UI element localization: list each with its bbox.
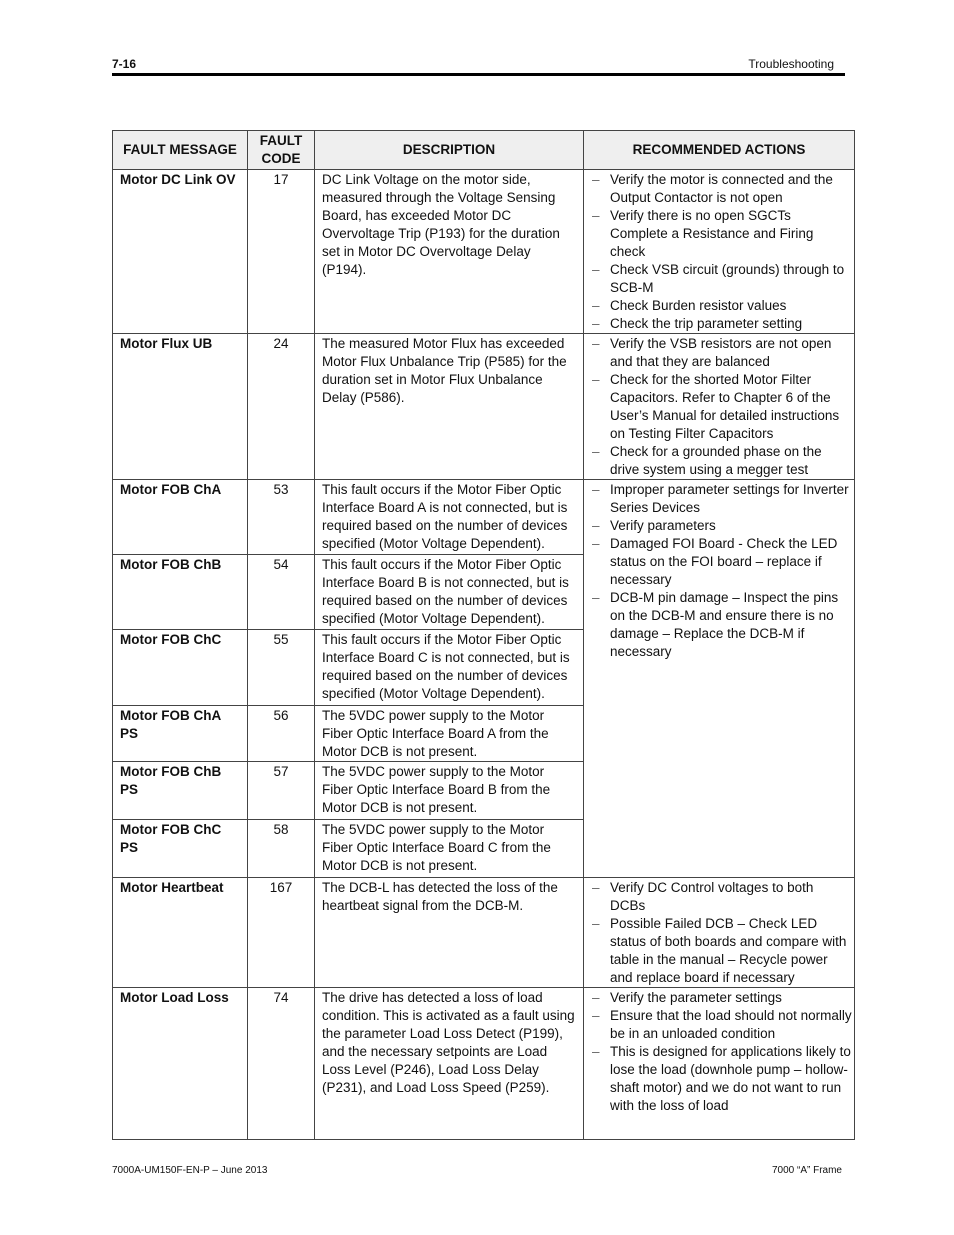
- action-item: – Possible Failed DCB – Check LED status of both boards and compare with table in the manual – Recycle power and replace board if necessary: [588, 915, 852, 987]
- action-item: – Verify DC Control voltages to both DCBs: [588, 879, 852, 915]
- header-rule: [112, 73, 845, 76]
- recommended-actions: [584, 480, 855, 878]
- fault-message: Motor DC Link OV: [113, 170, 248, 334]
- page-number: 7-16: [112, 57, 137, 71]
- fault-message: Motor FOB ChC PS: [113, 820, 248, 878]
- fault-code: 54: [248, 555, 315, 630]
- fault-code: 53: [248, 480, 315, 555]
- recommended-actions: [584, 334, 855, 480]
- fault-code: 57: [248, 762, 315, 820]
- fault-description: This fault occurs if the Motor Fiber Optic Interface Board A is not connected, but is required based on the number of devices specified (Motor Voltage Dependent).: [315, 480, 584, 555]
- fault-table: [112, 130, 855, 1140]
- action-item: – Verify parameters: [588, 517, 852, 535]
- fault-description: The 5VDC power supply to the Motor Fiber Optic Interface Board B from the Motor DCB is not present.: [315, 762, 584, 820]
- column-header-fault-code: FAULT CODE: [248, 131, 315, 170]
- fault-message: Motor FOB ChA PS: [113, 706, 248, 762]
- fault-description: The measured Motor Flux has exceeded Motor Flux Unbalance Trip (P585) for the duration set in Motor Flux Unbalance Delay (P586).: [315, 334, 584, 480]
- fault-message: Motor FOB ChA: [113, 480, 248, 555]
- fault-description: The 5VDC power supply to the Motor Fiber Optic Interface Board A from the Motor DCB is not present.: [315, 706, 584, 762]
- table-row: [113, 878, 855, 988]
- fault-message: Motor FOB ChC: [113, 630, 248, 706]
- recommended-actions: [584, 170, 855, 334]
- action-item: – Check for a grounded phase on the drive system using a megger test: [588, 443, 852, 479]
- action-item: – Verify the parameter settings: [588, 989, 852, 1007]
- fault-code: 74: [248, 988, 315, 1140]
- column-header-description: DESCRIPTION: [315, 131, 584, 170]
- fault-description: This fault occurs if the Motor Fiber Optic Interface Board B is not connected, but is required based on the number of devices specified (Motor Voltage Dependent).: [315, 555, 584, 630]
- action-item: – Ensure that the load should not normally be in an unloaded condition: [588, 1007, 852, 1043]
- footer-document-id: 7000A-UM150F-EN-P – June 2013: [112, 1165, 268, 1176]
- table-row: [113, 988, 855, 1140]
- table-row: [113, 480, 855, 555]
- table-row: [113, 334, 855, 480]
- fault-code: 24: [248, 334, 315, 480]
- table-header-row: [113, 131, 855, 170]
- action-item: – This is designed for applications likely to lose the load (downhole pump – hollow-shaft motor) and we do not want to run with the loss of load: [588, 1043, 852, 1115]
- fault-code: 58: [248, 820, 315, 878]
- action-item: – Check for the shorted Motor Filter Capacitors. Refer to Chapter 6 of the User’s Manual for detailed instructions on Testing Filter Capacitors: [588, 371, 852, 443]
- fault-code: 55: [248, 630, 315, 706]
- fault-message: Motor FOB ChB PS: [113, 762, 248, 820]
- action-item: – Damaged FOI Board - Check the LED status on the FOI board – replace if necessary: [588, 535, 852, 589]
- fault-message: Motor FOB ChB: [113, 555, 248, 630]
- action-item: – Verify there is no open SGCTs Complete a Resistance and Firing check: [588, 207, 852, 261]
- action-item: – Check Burden resistor values: [588, 297, 852, 315]
- action-item: – Verify the motor is connected and the Output Contactor is not open: [588, 171, 852, 207]
- fault-description: The drive has detected a loss of load condition. This is activated as a fault using the parameter Load Loss Detect (P199), and the necessary setpoints are Load Loss Level (P246), Load Loss Delay (P231), and Load Loss Speed (P259).: [315, 988, 584, 1140]
- fault-code: 17: [248, 170, 315, 334]
- fault-message: Motor Heartbeat: [113, 878, 248, 988]
- table-row: [113, 170, 855, 334]
- fault-message: Motor Flux UB: [113, 334, 248, 480]
- recommended-actions: [584, 878, 855, 988]
- fault-description: DC Link Voltage on the motor side, measured through the Voltage Sensing Board, has exceeded Motor DC Overvoltage Trip (P193) for the duration set in Motor DC Overvoltage Delay (P194).: [315, 170, 584, 334]
- fault-code: 56: [248, 706, 315, 762]
- action-item: – Check VSB circuit (grounds) through to SCB-M: [588, 261, 852, 297]
- footer-product-name: 7000 “A” Frame: [771, 1165, 842, 1176]
- column-header-fault-message: FAULT MESSAGE: [113, 131, 248, 170]
- action-item: – Check the trip parameter setting: [588, 315, 852, 333]
- fault-description: The DCB-L has detected the loss of the heartbeat signal from the DCB-M.: [315, 878, 584, 988]
- fault-description: The 5VDC power supply to the Motor Fiber Optic Interface Board C from the Motor DCB is not present.: [315, 820, 584, 878]
- section-title: Troubleshooting: [748, 57, 834, 71]
- fault-description: This fault occurs if the Motor Fiber Optic Interface Board C is not connected, but is required based on the number of devices specified (Motor Voltage Dependent).: [315, 630, 584, 706]
- fault-message: Motor Load Loss: [113, 988, 248, 1140]
- fault-code: 167: [248, 878, 315, 988]
- column-header-recommended-actions: RECOMMENDED ACTIONS: [584, 131, 855, 170]
- action-item: – Improper parameter settings for Inverter Series Devices: [588, 481, 852, 517]
- action-item: – DCB-M pin damage – Inspect the pins on the DCB-M and ensure there is no damage – Replace the DCB-M if necessary: [588, 589, 852, 661]
- recommended-actions: [584, 988, 855, 1140]
- action-item: – Verify the VSB resistors are not open and that they are balanced: [588, 335, 852, 371]
